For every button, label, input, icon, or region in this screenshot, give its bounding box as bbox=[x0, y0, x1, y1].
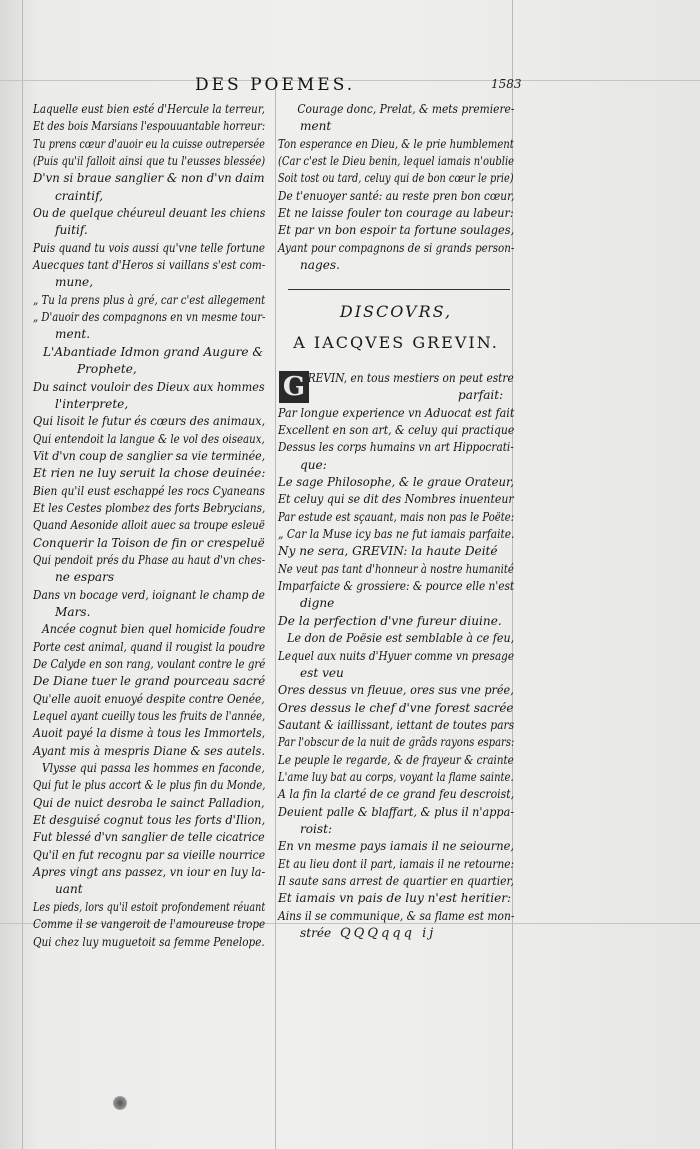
verse-line: Qui chez luy muguetoit sa femme Penelope. bbox=[33, 934, 265, 949]
verse-line: Bien qu'il eust eschappé les rocs Cyaneans bbox=[33, 483, 265, 498]
verse-line: De Calyde en son rang, voulant contre le gré bbox=[33, 657, 266, 671]
verse-line: Qui de nuict desroba le sainct Palladion, bbox=[33, 795, 265, 810]
verse-line: (Car c'est le Dieu benin, lequel iamais n'oublie bbox=[278, 154, 515, 169]
verse-line: Courage donc, Prelat, & mets premiere- bbox=[297, 102, 515, 116]
verse-line: Auoit payé la disme à tous les Immortels, bbox=[33, 726, 266, 741]
verse-line: Le don de Poësie est semblable à ce feu, bbox=[287, 631, 515, 646]
verse-line: De la perfection d'vne fureur diuine. bbox=[278, 613, 502, 628]
verse-line: Ayant mis à mespris Diane & ses autels. bbox=[33, 743, 265, 758]
column-gutter-rule bbox=[275, 80, 276, 1149]
verse-line: A la fin la clarté de ce grand feu descroist, bbox=[278, 787, 515, 802]
section-divider bbox=[288, 289, 510, 290]
verse-line: Vlysse qui passa les hommes en faconde, bbox=[41, 761, 265, 776]
section-subtitle: A IACQVES GREVIN. bbox=[293, 333, 499, 352]
verse-line: digne bbox=[300, 596, 335, 611]
verse-line: Quand Aesonide alloit auec sa troupe esleuë bbox=[33, 518, 265, 533]
ink-stain bbox=[113, 1096, 127, 1110]
verse-line: Porte cest animal, quand il rougist la poudre bbox=[33, 639, 266, 654]
verse-line: Sautant & iaillissant, iettant de toutes pars bbox=[278, 717, 515, 732]
verse-line: Vit d'vn coup de sanglier sa vie terminée, bbox=[33, 448, 266, 463]
verse-line: Les pieds, lors qu'il estoit profondement réuant bbox=[33, 899, 266, 914]
verse-line: l'interprete, bbox=[55, 396, 129, 411]
verse-line: ment. bbox=[55, 327, 91, 342]
verse-line: Qui pendoit prés du Phase au haut d'vn ches- bbox=[33, 552, 266, 567]
verse-line: Et les Cestes plombez des forts Bebrycians, bbox=[33, 500, 266, 515]
signature-mark: QQQqqq ij bbox=[340, 926, 437, 941]
verse-line: Qui entendoit la langue & le vol des oiseaux, bbox=[33, 431, 265, 446]
verse-line: Conquerir la Toison de fin or crespeluë bbox=[33, 535, 265, 550]
verse-line: Et celuy qui se dit des Nombres inuenteur bbox=[278, 492, 514, 507]
verse-line: fuitif. bbox=[55, 223, 88, 238]
verse-line: Deuient palle & blaffart, & plus il n'appa- bbox=[278, 804, 515, 819]
verse-line: Par longue experience vn Aduocat est fait bbox=[278, 405, 515, 420]
verse-line: craintif, bbox=[55, 188, 104, 203]
verse-line: Ou de quelque chéureul deuant les chiens bbox=[33, 206, 266, 221]
verse-line: Laquelle eust bien esté d'Hercule la terreur, bbox=[33, 102, 265, 116]
verse-line: Prophete, bbox=[77, 362, 137, 377]
right-column-top bbox=[278, 101, 514, 274]
verse-line: Il saute sans arrest de quartier en quartier, bbox=[278, 873, 514, 888]
verse-line: que: bbox=[300, 457, 327, 472]
verse-line: nages. bbox=[300, 258, 340, 273]
verse-line: Ayant pour compagnons de si grands person- bbox=[278, 240, 515, 255]
verse-line: Puis quand tu vois aussi qu'vne telle fortune bbox=[33, 240, 266, 255]
verse-line: Ains il se communique, & sa flame est mon- bbox=[278, 908, 515, 923]
verse-line: Mars. bbox=[55, 604, 91, 619]
drop-cap: G bbox=[279, 371, 309, 403]
verse-line: est veu bbox=[300, 665, 344, 680]
verse-line: Ton esperance en Dieu, & le prie humblement bbox=[278, 136, 514, 151]
verse-line: Lequel ayant cueilly tous les fruits de l'année, bbox=[33, 709, 266, 724]
verse-line: Qui fut le plus accort & le plus fin du Monde, bbox=[33, 778, 266, 793]
verse-line: parfait: bbox=[458, 388, 504, 403]
verse-line: Ne veut pas tant d'honneur à nostre humanité bbox=[278, 561, 514, 576]
verse-line: Par l'obscur de la nuit de grãds rayons espars: bbox=[278, 735, 515, 750]
verse-line: Et desguisé cognut tous les forts d'Ilion, bbox=[33, 813, 266, 828]
verse-line: ment bbox=[300, 119, 332, 134]
verse-line: Lequel aux nuits d'Hyuer comme vn presage bbox=[278, 648, 514, 663]
verse-line: Qu'il en fut recognu par sa vieille nourrice bbox=[33, 847, 266, 862]
verse-line: ne espars bbox=[55, 570, 115, 585]
section-title: DISCOVRS, bbox=[339, 302, 453, 321]
verse-line: Et par vn bon espoir ta fortune soulages, bbox=[278, 223, 515, 238]
verse-line: Par estude est sçauant, mais non pas le Poëte: bbox=[278, 509, 515, 524]
verse-line: Et ne laisse fouler ton courage au labeur: bbox=[278, 206, 514, 221]
verse-line: Comme il se vangeroit de l'amoureuse trope bbox=[33, 917, 266, 932]
verse-line: Ores dessus le chef d'vne forest sacrée bbox=[278, 700, 514, 715]
right-column bbox=[278, 370, 514, 942]
verse-line: „ D'auoir des compagnons en vn mesme tour- bbox=[33, 310, 266, 325]
verse-line: Qu'elle auoit enuoyé despite contre Oenée, bbox=[33, 691, 265, 706]
verse-line: De Diane tuer le grand pourceau sacré bbox=[33, 674, 266, 689]
verse-line: Le peuple le regarde, & de frayeur & crainte bbox=[278, 752, 514, 767]
verse-line: L'ame luy bat au corps, voyant la flame sainte. bbox=[278, 769, 514, 784]
verse-line: (Puis qu'il falloit ainsi que tu l'eusses blessée) bbox=[33, 154, 266, 169]
verse-line: Dans vn bocage verd, ioignant le champ de bbox=[33, 587, 265, 602]
verse-line: uant bbox=[55, 882, 83, 897]
verse-line: „ Tu la prens plus à gré, car c'est allegement bbox=[33, 292, 266, 307]
verse-line: mune, bbox=[55, 275, 94, 290]
verse-line: Ancée cognut bien quel homicide foudre bbox=[41, 622, 266, 637]
margin-rule-left bbox=[22, 0, 23, 1149]
verse-line: Imparfaicte & grossiere: & pource elle n'est bbox=[278, 579, 515, 594]
verse-line: Tu prens cœur d'auoir eu la cuisse outrepersée bbox=[33, 136, 265, 151]
verse-line: L'Abantiade Idmon grand Augure & bbox=[43, 344, 264, 359]
verse-line: Le sage Philosophe, & le graue Orateur, bbox=[278, 475, 514, 490]
verse-line: Et au lieu dont il part, iamais il ne retourne: bbox=[278, 856, 515, 871]
verse-line: Ny ne sera, GREVIN: la haute Deité bbox=[278, 544, 498, 559]
verse-line: D'vn si braue sanglier & non d'vn daim bbox=[33, 171, 265, 186]
page-number: 1583 bbox=[491, 77, 522, 91]
verse-line: Excellent en son art, & celuy qui practique bbox=[278, 423, 515, 438]
verse-line: Qui lisoit le futur és cœurs des animaux, bbox=[33, 414, 266, 429]
verse-line: Et iamais vn pais de luy n'est heritier: bbox=[278, 891, 512, 906]
running-head: DES POEMES. bbox=[195, 75, 356, 95]
verse-line: Et rien ne luy seruit la chose deuinée: bbox=[33, 466, 266, 481]
verse-line: De t'enuoyer santé: au reste pren bon cœur, bbox=[278, 188, 515, 203]
verse-line: Fut blessé d'vn sanglier de telle cicatrice bbox=[33, 830, 265, 845]
verse-line: Apres vingt ans passez, vn iour en luy la- bbox=[33, 865, 266, 880]
verse-line: Soit tost ou tard, celuy qui de bon cœur le prie) bbox=[278, 171, 514, 186]
verse-line: „ Car la Muse icy bas ne fut iamais parfaite. bbox=[278, 527, 515, 542]
verse-line: Auecques tant d'Heros si vaillans s'est com- bbox=[33, 258, 266, 273]
verse-line: Dessus les corps humains vn art Hippocrati- bbox=[278, 440, 514, 455]
verse-line: roist: bbox=[300, 821, 333, 836]
verse-line: strée bbox=[300, 926, 332, 940]
left-column bbox=[33, 101, 265, 951]
verse-line: En vn mesme pays iamais il ne seiourne, bbox=[278, 839, 515, 854]
verse-line: Ores dessus vn fleuue, ores sus vne prée, bbox=[278, 683, 514, 698]
verse-line: Et des bois Marsians l'espouuantable horreur: bbox=[33, 119, 266, 134]
verse-line: Du sainct vouloir des Dieux aux hommes bbox=[33, 379, 265, 394]
verse-line: REVIN, en tous mestiers on peut estre bbox=[307, 371, 514, 385]
